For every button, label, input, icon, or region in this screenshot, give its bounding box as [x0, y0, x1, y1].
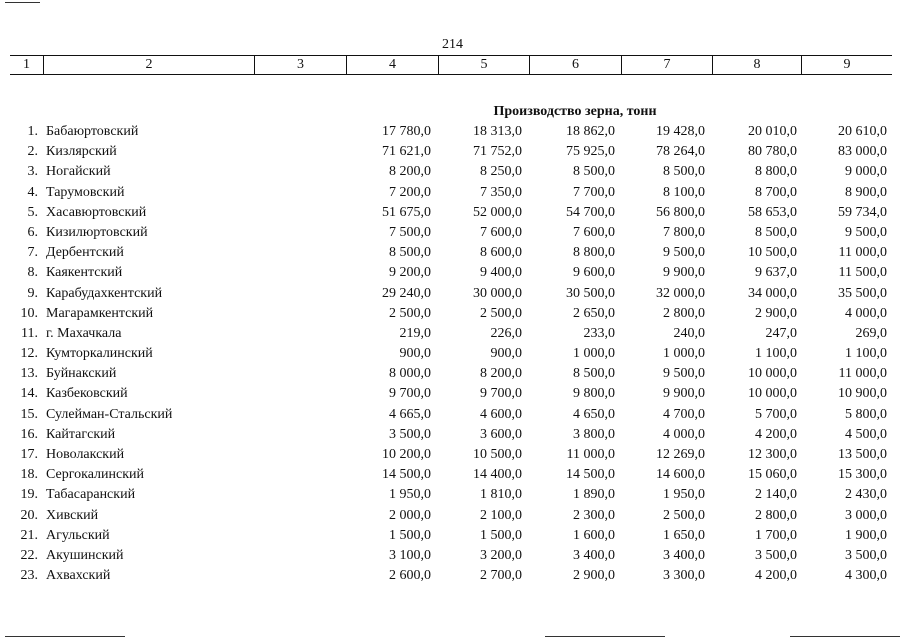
row-number: 6. [27, 224, 38, 240]
value-cell: 9 900,0 [663, 265, 705, 281]
row-number: 13. [20, 366, 38, 382]
value-cell: 9 600,0 [573, 265, 615, 281]
value-cell: 900,0 [399, 346, 431, 362]
value-cell: 2 500,0 [389, 305, 431, 321]
value-cell: 80 780,0 [748, 144, 797, 160]
table-row [0, 384, 905, 404]
value-cell: 11 000,0 [838, 366, 887, 382]
district-name: Хивский [46, 507, 99, 523]
district-name: Кизилюртовский [46, 224, 148, 240]
value-cell: 4 000,0 [663, 426, 705, 442]
value-cell: 8 700,0 [755, 184, 797, 200]
value-cell: 8 500,0 [573, 366, 615, 382]
table-row [0, 546, 905, 566]
table-row [0, 122, 905, 142]
value-cell: 51 675,0 [382, 204, 431, 220]
value-cell: 1 100,0 [845, 346, 887, 362]
value-cell: 3 100,0 [389, 547, 431, 563]
value-cell: 3 400,0 [663, 547, 705, 563]
value-cell: 7 600,0 [573, 224, 615, 240]
scan-line-bottom-left [5, 636, 125, 637]
value-cell: 4 200,0 [755, 568, 797, 584]
district-name: Бабаюртовский [46, 124, 139, 139]
value-cell: 9 700,0 [480, 386, 522, 402]
value-cell: 8 600,0 [480, 245, 522, 261]
district-name: Кайтагский [46, 426, 116, 442]
row-number: 9. [27, 285, 38, 301]
district-name: Кумторкалинский [46, 346, 153, 362]
value-cell: 8 800,0 [755, 164, 797, 180]
column-header-6: 6 [529, 56, 621, 74]
value-cell: 8 500,0 [755, 224, 797, 240]
row-number: 10. [20, 305, 38, 321]
value-cell: 900,0 [490, 346, 522, 362]
value-cell: 2 100,0 [480, 507, 522, 523]
value-cell: 71 621,0 [382, 144, 431, 160]
row-number: 11. [21, 325, 38, 341]
table-row [0, 445, 905, 465]
value-cell: 4 700,0 [663, 406, 705, 422]
value-cell: 226,0 [490, 325, 522, 341]
value-cell: 59 734,0 [838, 204, 887, 220]
value-cell: 9 637,0 [755, 265, 797, 281]
value-cell: 5 700,0 [755, 406, 797, 422]
row-number: 21. [20, 527, 38, 543]
value-cell: 1 890,0 [573, 487, 615, 503]
value-cell: 8 200,0 [480, 366, 522, 382]
value-cell: 20 610,0 [838, 124, 887, 139]
table-row [0, 223, 905, 243]
value-cell: 8 500,0 [663, 164, 705, 180]
table-row [0, 526, 905, 546]
value-cell: 32 000,0 [656, 285, 705, 301]
value-cell: 8 900,0 [845, 184, 887, 200]
row-number: 15. [20, 406, 38, 422]
value-cell: 4 200,0 [755, 426, 797, 442]
value-cell: 34 000,0 [748, 285, 797, 301]
value-cell: 14 500,0 [566, 467, 615, 483]
value-cell: 58 653,0 [748, 204, 797, 220]
value-cell: 15 060,0 [748, 467, 797, 483]
value-cell: 11 000,0 [566, 447, 615, 462]
row-number: 17. [20, 447, 38, 462]
section-title: Производство зерна, тонн [493, 104, 657, 119]
row-number: 5. [27, 204, 38, 220]
value-cell: 35 500,0 [838, 285, 887, 301]
district-name: Хасавюртовский [46, 204, 147, 220]
column-header-4: 4 [346, 56, 438, 74]
value-cell: 1 500,0 [480, 527, 522, 543]
value-cell: 4 665,0 [389, 406, 431, 422]
value-cell: 1 000,0 [663, 346, 705, 362]
value-cell: 14 400,0 [473, 467, 522, 483]
table-row [0, 243, 905, 263]
value-cell: 2 300,0 [573, 507, 615, 523]
value-cell: 30 500,0 [566, 285, 615, 301]
value-cell: 7 600,0 [480, 224, 522, 240]
district-name: Каякентский [46, 265, 123, 281]
value-cell: 3 000,0 [845, 507, 887, 523]
value-cell: 8 250,0 [480, 164, 522, 180]
value-cell: 8 100,0 [663, 184, 705, 200]
value-cell: 2 650,0 [573, 305, 615, 321]
table-row [0, 162, 905, 182]
value-cell: 18 313,0 [473, 124, 522, 139]
value-cell: 1 600,0 [573, 527, 615, 543]
value-cell: 2 900,0 [755, 305, 797, 321]
row-number: 4. [27, 184, 38, 200]
row-number: 1. [27, 124, 38, 139]
row-number: 7. [27, 245, 38, 261]
table-row [0, 324, 905, 344]
value-cell: 29 240,0 [382, 285, 431, 301]
value-cell: 2 800,0 [663, 305, 705, 321]
scan-line-bottom-mid [545, 636, 665, 637]
value-cell: 54 700,0 [566, 204, 615, 220]
column-header-8: 8 [712, 56, 801, 74]
value-cell: 3 800,0 [573, 426, 615, 442]
scan-line-bottom-right [790, 636, 900, 637]
value-cell: 75 925,0 [566, 144, 615, 160]
value-cell: 1 950,0 [663, 487, 705, 503]
table-row [0, 425, 905, 445]
value-cell: 1 700,0 [755, 527, 797, 543]
table-row [0, 465, 905, 485]
value-cell: 9 200,0 [389, 265, 431, 281]
value-cell: 10 200,0 [382, 447, 431, 462]
value-cell: 1 950,0 [389, 487, 431, 503]
district-name: Сулейман-Стальский [46, 406, 173, 422]
value-cell: 18 862,0 [566, 124, 615, 139]
value-cell: 9 500,0 [845, 224, 887, 240]
value-cell: 13 500,0 [838, 447, 887, 462]
value-cell: 3 200,0 [480, 547, 522, 563]
district-name: Сергокалинский [46, 467, 145, 483]
value-cell: 11 000,0 [838, 245, 887, 261]
value-cell: 7 200,0 [389, 184, 431, 200]
value-cell: 8 500,0 [573, 164, 615, 180]
value-cell: 2 430,0 [845, 487, 887, 503]
column-header-5: 5 [438, 56, 529, 74]
district-name: Ахвахский [46, 568, 111, 584]
value-cell: 7 800,0 [663, 224, 705, 240]
value-cell: 9 500,0 [663, 245, 705, 261]
value-cell: 1 100,0 [755, 346, 797, 362]
data-table-body [0, 122, 905, 586]
row-number: 12. [20, 346, 38, 362]
value-cell: 1 810,0 [480, 487, 522, 503]
value-cell: 15 300,0 [838, 467, 887, 483]
value-cell: 10 000,0 [748, 386, 797, 402]
table-row [0, 304, 905, 324]
district-name: Дербентский [46, 245, 124, 261]
value-cell: 4 300,0 [845, 568, 887, 584]
value-cell: 3 400,0 [573, 547, 615, 563]
district-name: Карабудахкентский [46, 285, 163, 301]
table-row [0, 263, 905, 283]
column-header-row [10, 55, 892, 75]
value-cell: 2 700,0 [480, 568, 522, 584]
value-cell: 5 800,0 [845, 406, 887, 422]
page-number: 214 [442, 37, 463, 52]
district-name: Агульский [46, 527, 110, 543]
value-cell: 20 010,0 [748, 124, 797, 139]
district-name: г. Махачкала [46, 325, 122, 341]
value-cell: 7 700,0 [573, 184, 615, 200]
value-cell: 7 350,0 [480, 184, 522, 200]
district-name: Ногайский [46, 164, 111, 180]
value-cell: 9 500,0 [663, 366, 705, 382]
table-row [0, 485, 905, 505]
district-name: Кизлярский [46, 144, 117, 160]
value-cell: 4 000,0 [845, 305, 887, 321]
value-cell: 2 000,0 [389, 507, 431, 523]
value-cell: 8 800,0 [573, 245, 615, 261]
row-number: 8. [27, 265, 38, 281]
value-cell: 1 900,0 [845, 527, 887, 543]
value-cell: 240,0 [673, 325, 705, 341]
table-row [0, 344, 905, 364]
table-row [0, 284, 905, 304]
row-number: 2. [27, 144, 38, 160]
value-cell: 9 400,0 [480, 265, 522, 281]
value-cell: 10 500,0 [473, 447, 522, 462]
value-cell: 52 000,0 [473, 204, 522, 220]
value-cell: 2 600,0 [389, 568, 431, 584]
row-number: 22. [20, 547, 38, 563]
value-cell: 12 300,0 [748, 447, 797, 462]
value-cell: 19 428,0 [656, 124, 705, 139]
value-cell: 247,0 [765, 325, 797, 341]
table-row [0, 405, 905, 425]
value-cell: 7 500,0 [389, 224, 431, 240]
value-cell: 269,0 [855, 325, 887, 341]
value-cell: 3 500,0 [845, 547, 887, 563]
value-cell: 3 500,0 [389, 426, 431, 442]
table-row [0, 364, 905, 384]
value-cell: 14 600,0 [656, 467, 705, 483]
district-name: Магарамкентский [46, 305, 154, 321]
value-cell: 30 000,0 [473, 285, 522, 301]
value-cell: 71 752,0 [473, 144, 522, 160]
column-header-9: 9 [801, 56, 892, 74]
value-cell: 1 650,0 [663, 527, 705, 543]
value-cell: 4 500,0 [845, 426, 887, 442]
value-cell: 3 300,0 [663, 568, 705, 584]
column-header-3: 3 [254, 56, 346, 74]
column-header-2: 2 [43, 56, 254, 74]
table-row [0, 506, 905, 526]
value-cell: 83 000,0 [838, 144, 887, 160]
value-cell: 1 000,0 [573, 346, 615, 362]
row-number: 18. [20, 467, 38, 483]
value-cell: 11 500,0 [838, 265, 887, 281]
value-cell: 4 650,0 [573, 406, 615, 422]
value-cell: 9 000,0 [845, 164, 887, 180]
value-cell: 2 500,0 [480, 305, 522, 321]
district-name: Тарумовский [46, 184, 125, 200]
value-cell: 2 900,0 [573, 568, 615, 584]
row-number: 20. [20, 507, 38, 523]
scan-line-top [5, 2, 40, 3]
value-cell: 8 200,0 [389, 164, 431, 180]
value-cell: 12 269,0 [656, 447, 705, 462]
district-name: Казбековский [46, 386, 128, 402]
value-cell: 78 264,0 [656, 144, 705, 160]
value-cell: 3 500,0 [755, 547, 797, 563]
table-row [0, 142, 905, 162]
value-cell: 10 000,0 [748, 366, 797, 382]
column-header-1: 1 [23, 57, 30, 72]
row-number: 14. [20, 386, 38, 402]
value-cell: 10 500,0 [748, 245, 797, 261]
value-cell: 17 780,0 [382, 124, 431, 139]
value-cell: 9 900,0 [663, 386, 705, 402]
district-name: Новолакский [46, 447, 125, 462]
row-number: 23. [20, 568, 38, 584]
value-cell: 9 800,0 [573, 386, 615, 402]
table-row [0, 203, 905, 223]
row-number: 19. [20, 487, 38, 503]
value-cell: 8 000,0 [389, 366, 431, 382]
value-cell: 1 500,0 [389, 527, 431, 543]
value-cell: 10 900,0 [838, 386, 887, 402]
value-cell: 2 500,0 [663, 507, 705, 523]
column-header-7: 7 [621, 56, 712, 74]
value-cell: 56 800,0 [656, 204, 705, 220]
value-cell: 219,0 [399, 325, 431, 341]
district-name: Табасаранский [46, 487, 136, 503]
value-cell: 2 800,0 [755, 507, 797, 523]
table-row [0, 566, 905, 586]
table-row [0, 183, 905, 203]
district-name: Акушинский [46, 547, 124, 563]
value-cell: 2 140,0 [755, 487, 797, 503]
value-cell: 9 700,0 [389, 386, 431, 402]
value-cell: 4 600,0 [480, 406, 522, 422]
value-cell: 233,0 [583, 325, 615, 341]
value-cell: 14 500,0 [382, 467, 431, 483]
value-cell: 3 600,0 [480, 426, 522, 442]
value-cell: 8 500,0 [389, 245, 431, 261]
row-number: 16. [20, 426, 38, 442]
row-number: 3. [27, 164, 38, 180]
district-name: Буйнакский [46, 366, 117, 382]
